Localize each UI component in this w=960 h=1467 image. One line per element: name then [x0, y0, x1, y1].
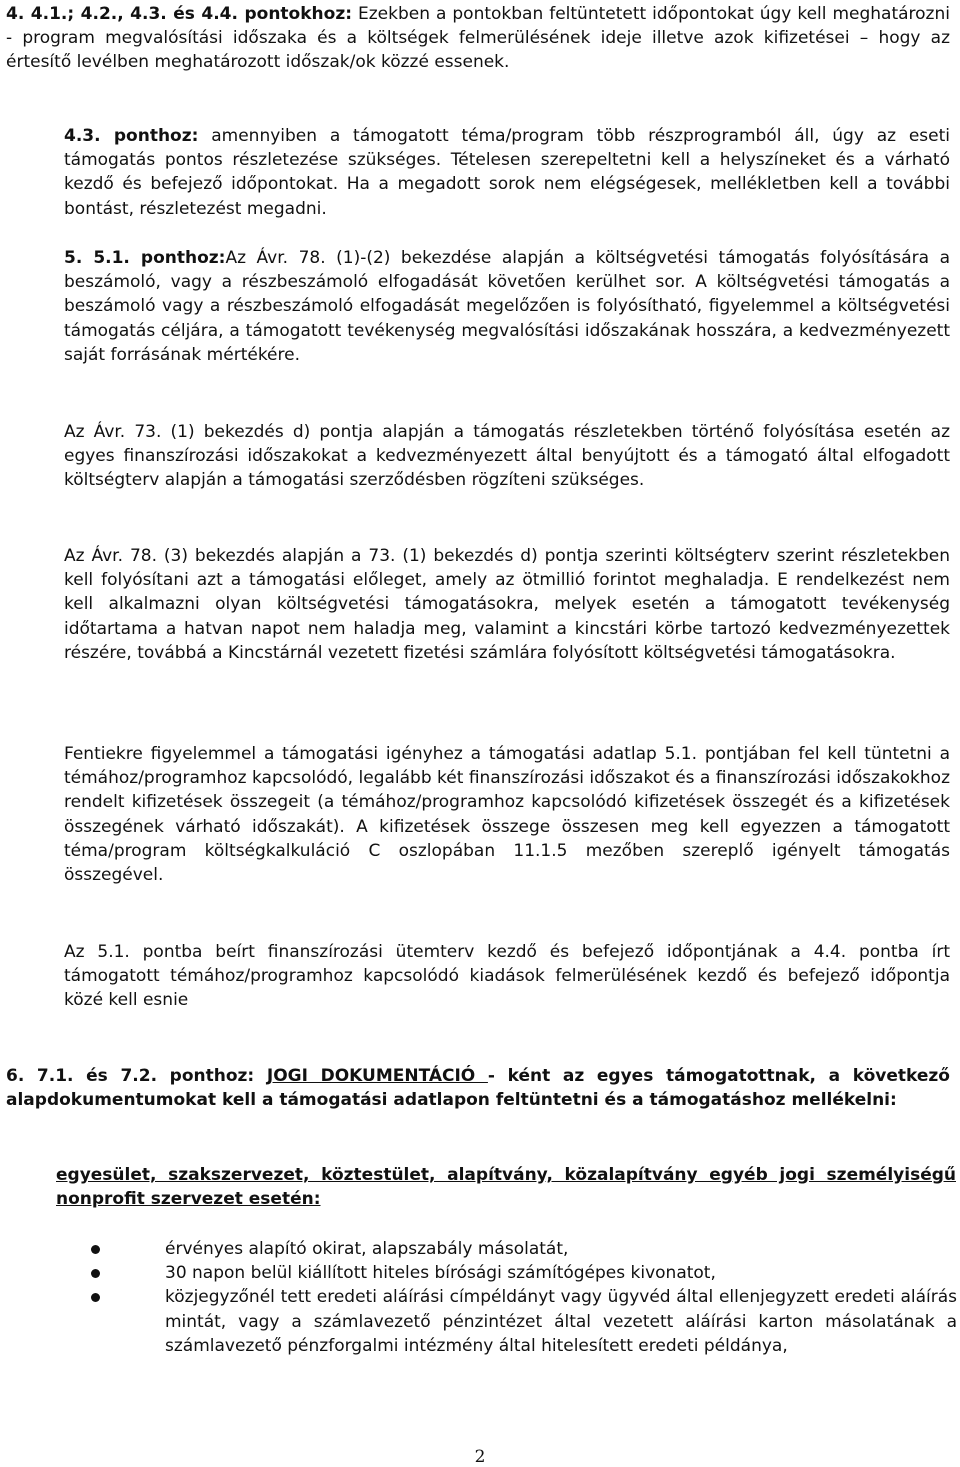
paragraph-4-intro: [6, 2, 950, 75]
bullet-icon: [91, 1269, 100, 1278]
bullet-icon: [91, 1245, 100, 1254]
list-item-text: érvényes alapító okirat, alapszabály másolatát,: [165, 1239, 569, 1259]
paragraph-6-jogi-dokumentacio: [6, 1064, 950, 1112]
paragraph-text: Ezekben a pontokban feltüntetett időpontokat úgy kell meghatározni - program megvalósítási időszaka és a költségek felmerülésének ideje illetve azok kifizetései – hogy az értesítő levélben meghatározott időszak/ok közzé essenek.: [6, 4, 950, 73]
section-heading-4: 4. 4.1.; 4.2., 4.3. és 4.4. pontokhoz:: [6, 4, 353, 24]
section-heading-6: 6. 7.1. és 7.2. ponthoz:: [6, 1066, 267, 1086]
paragraph-fentiekre: [64, 742, 950, 887]
list-item: [85, 1285, 957, 1358]
paragraph-text: amennyiben a támogatott téma/program több részprogramból áll, úgy az eseti támogatás pontos részletezése szükséges. Tételesen szerepeltetni kell a helyszíneket és a várható kezdő és befejező időpontokat. Ha a megadott sorok nem elégségesek, mellékletben kell a további bontást, részletezést megadni.: [64, 126, 950, 219]
paragraph-5-1-schedule: [64, 940, 950, 1013]
paragraph-text: Az Ávr. 78. (3) bekezdés alapján a 73. (1) bekezdés d) pontja szerinti költségterv szerint részletekben kell folyósítani azt a támogatási előleget, amely az ötmillió forintot meghaladja. E rendelkezést nem kell alkalmazni olyan költségvetési támogatásokra, melyek esetén a támogatott tevékenység időtartama a hatvan napot nem haladja meg, valamint a kincstári körbe tartozó kedvezményezettek részére, továbbá a Kincstárnál vezetett fizetési számlára folyósított költségvetési támogatásokra.: [64, 546, 950, 663]
list-item: [85, 1261, 957, 1285]
list-item-text: közjegyzőnél tett eredeti aláírási címpéldányt vagy ügyvéd által ellenjegyzett eredeti aláírás mintát, vagy a számlavezető pénzintézet által vezetett aláírási karton másolatának a számlavezető pénzforgalmi intézmény által hitelesített eredeti példánya,: [165, 1287, 957, 1356]
paragraph-text: Fentiekre figyelemmel a támogatási igényhez a támogatási adatlap 5.1. pontjában fel kell tüntetni a témához/programhoz kapcsolódó, legalább két finanszírozási időszakot és a finanszírozási időszakokhoz rendelt kifizetések összegeit (a témához/programhoz kapcsolódó kifizetések összegét és a kifizetések összegének várható időszakát). A kifizetések összege összesen meg kell egyezzen a támogatott téma/program költségkalkuláció C oszlopában 11.1.5 mezőben szereplő igényelt támogatás összegével.: [64, 744, 950, 886]
paragraph-avr-73: [64, 420, 950, 493]
paragraph-text: - ként az egyes támogatottnak, a következő alapdokumentumokat kell a támogatási adatlapon feltüntetni és a támogatáshoz mellékelni:: [6, 1066, 950, 1111]
jogi-dokumentacio-heading: JOGI DOKUMENTÁCIÓ: [266, 1066, 488, 1086]
page-number: 2: [474, 1447, 486, 1467]
list-item-text: 30 napon belül kiállított hiteles bírósági számítógépes kivonatot,: [165, 1263, 716, 1284]
bullet-icon: [91, 1293, 100, 1302]
paragraph-text: Az 5.1. pontba beírt finanszírozási ütemterv kezdő és befejező időpontjának a 4.4. pontba írt támogatott témához/programhoz kapcsolódó kiadások felmerülésének kezdő és befejező időpontja közé kell esnie: [64, 942, 950, 1011]
paragraph-text: Az Ávr. 73. (1) bekezdés d) pontja alapján a támogatás részletekben történő folyósítása esetén az egyes finanszírozási időszakokat a kedvezményezett által benyújtott és a támogató által elfogadott költségterv alapján a támogatási szerződésben rögzíteni szükséges.: [64, 422, 950, 491]
paragraph-text: egyesület, szakszervezet, köztestület, alapítvány, közalapítvány egyéb jogi személyiségű nonprofit szervezet esetén:: [56, 1165, 956, 1210]
subsection-heading-4-3: 4.3. ponthoz:: [64, 126, 199, 146]
paragraph-5-1: [64, 246, 950, 367]
required-documents-list: [85, 1237, 957, 1358]
paragraph-4-3: [64, 124, 950, 221]
section-heading-5: 5. 5.1. ponthoz:: [64, 248, 226, 268]
list-item: [85, 1237, 957, 1261]
paragraph-text: Az Ávr. 78. (1)-(2) bekezdése alapján a költségvetési támogatás folyósítására a beszámoló, vagy a részbeszámoló elfogadását követően kerülhet sor. A költségvetési támogatás a beszámoló vagy a részbeszámoló elfogadását megelőzően is folyósítható, figyelemmel a költségvetési támogatás céljára, a támogatott tevékenység megvalósítási időszakának hosszára, a kedvezményezett saját forrásának mértékére.: [64, 248, 951, 365]
organization-type-heading: [56, 1163, 956, 1211]
paragraph-avr-78: [64, 544, 950, 665]
